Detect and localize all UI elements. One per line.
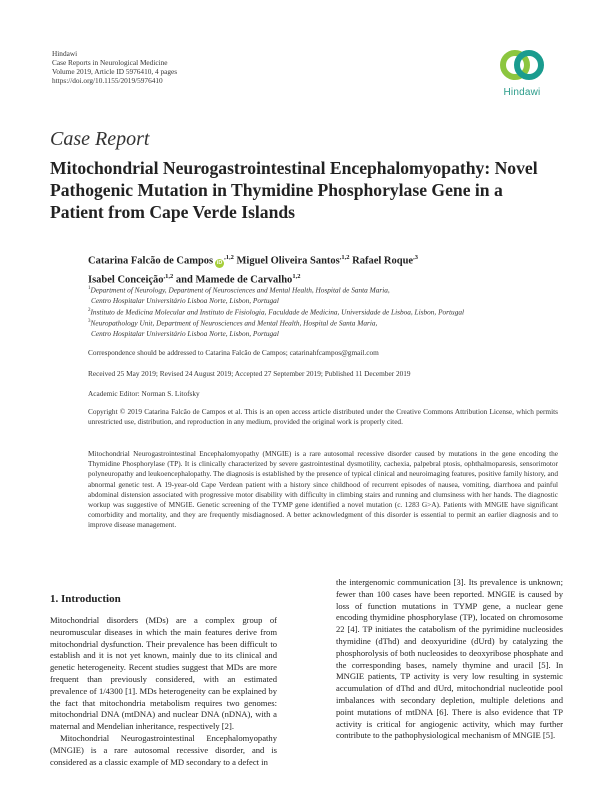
author-name[interactable]: Catarina Falcão de Campos — [88, 255, 214, 267]
affiliation-item: $^2$Instituto de Medicina Molecular and Instituto de Fisiologia, Faculdade de Medicina, Universidade de Lisboa, Lisbon, Portugal — [88, 307, 465, 317]
affiliation-item-cont: Centro Hospitalar Universitário Lisboa Norte, Lisbon, Portugal — [91, 329, 279, 339]
journal-meta — [52, 49, 177, 85]
intro-paragraph: Mitochondrial disorders (MDs) are a complex group of neuromuscular diseases in which the main features derive from mitochondrial dysfunction. Their prevalence has been difficult to establish and it is not yet known, mainly due to its clinical and genetic heterogeneity. Recent studies suggest that MDs are more frequent than previously considered, with an estimated prevalence of 1/4300 [1]. MDs heterogeneity can be explained by the fact that mitochondria metabolism requires two genomes: mitochondrial DNA (mtDNA) and nuclear DNA (nDNA), with a maternal and Mendelian inheritance, respectively [2]. — [50, 615, 277, 732]
author-affil: 1,2 — [341, 254, 350, 261]
affiliation-item-cont: Centro Hospitalar Universitário Lisboa Norte, Lisbon, Portugal — [91, 295, 279, 305]
journal-publisher: Hindawi — [52, 49, 78, 58]
journal-doi[interactable]: https://doi.org/10.1155/2019/5976410 — [52, 76, 163, 85]
affiliation-item: $^3$Neuropathology Unit, Department of Neurosciences and Mental Health, Hospital de Santa Maria, — [88, 318, 378, 328]
author-affil: 1,2 — [165, 272, 174, 280]
author-affil: 1,2 — [225, 254, 234, 261]
author-name[interactable]: Miguel Oliveira Santos — [236, 255, 340, 267]
author-affil: 1,2 — [292, 272, 301, 280]
article-title: Mitochondrial Neurogastrointestinal Encephalomyopathy: Novel Pathogenic Mutation in Thymidine Phosphorylase Gene in a Patient from Cape Verde Islands — [50, 158, 538, 222]
author-separator: and — [175, 274, 193, 285]
author-list: Catarina Falcão de Campos $iD^{,1,2}$ Miguel Oliveira Santos$^{,1,2}$ Rafael Roque$^{,3}$ Isabel Conceição$^{,1,2}$ and Mamede de Carvalho$^{1,2}$ — [88, 254, 418, 285]
abstract: Mitochondrial Neurogastrointestinal Encephalomyopathy (MNGIE) is a rare autosomal recessive disorder caused by mutations in the gene encoding the Thymidine Phosphorylase (TP). It is clinically characterized by severe gastrointestinal dysmotility, cachexia, palpebral ptosis, ophthalmoparesis, sensorimotor polyneuropathy and leukoencephalopathy. The diagnosis is established by the presence of typical clinical and neuroimaging features, positive family history, and abnormal genetic test. A 19-year-old Cape Verdean patient with a history since childhood of recurrent episodes of nausea, vomiting, diarrhoea and painful abdominal distension associated with progressive motor disability with difficulty in climbing stairs and running and clumsiness with her hands. The diagnostic workup was suggestive of MNGIE. Genetic screening of the TYMP gene identified a novel mutation (c. 1283 G>A). Patients with MNGIE have significant comorbidity and mortality, and they are frequently misdiagnosed. A better acknowledgment of this disorder is essential to permit an earlier diagnosis and to improve disease management. — [88, 449, 558, 530]
author-name[interactable]: Mamede de Carvalho — [195, 274, 293, 285]
publication-dates: Received 25 May 2019; Revised 24 August 2019; Accepted 27 September 2019; Published 11 December 2019 — [88, 369, 411, 378]
orcid-icon[interactable]: iD — [216, 259, 223, 266]
intro-column-left — [50, 578, 277, 768]
copyright-notice: Copyright © 2019 Catarina Falcão de Campos et al. This is an open access article distributed under the Creative Commons Attribution License, which permits unrestricted use, distribution, and reproduction in any medium, provided the original work is properly cited. — [88, 407, 558, 427]
journal-name: Case Reports in Neurological Medicine — [52, 58, 168, 67]
author-name[interactable]: Isabel Conceição — [88, 274, 164, 285]
author-name[interactable]: Rafael Roque — [352, 255, 414, 267]
author-affil: 3 — [414, 254, 418, 261]
logo-text: Hindawi — [503, 87, 541, 98]
hindawi-logo-icon — [496, 46, 548, 86]
intro-paragraph: Mitochondrial Neurogastrointestinal Encephalomyopathy (MNGIE) is a rare autosomal recessive disorder, and is considered as a classic example of MD secondary to a defect in — [50, 732, 277, 767]
intro-column-right — [336, 577, 563, 742]
article-type: Case Report — [50, 128, 150, 150]
intro-paragraph: the intergenomic communication [3]. Its prevalence is unknown; fewer than 100 cases have been reported. MNGIE is caused by loss of function mutations in TYMP gene, a nuclear gene encoding thymidine phosphorylase (TP), located on chromosome 22 [4]. TP initiates the catabolism of the pyrimidine nucleosides thymidine (dThd) and deoxyuridine (dUrd) by catalyzing the phosphorolysis of both nucleosides to deoxyribose phosphate and the corresponding bases, namely thymine and uracil [5]. In MNGIE patients, TP activity is very low resulting in systemic accumulation of dThd and dUrd, mitochondrial nucleotide pool imbalances with secondary depletion, multiple deletions and point mutations of mtDNA [6]. There is also evidence that TP activity is critical for angiogenic activity, which may further contribute to the pathophysiological mechanism of MNGIE [5]. — [336, 577, 563, 741]
hindawi-logo[interactable] — [496, 46, 548, 106]
affiliation-item: $^1$Department of Neurology, Department of Neurosciences and Mental Health, Hospital de Santa Maria, — [88, 285, 390, 295]
affiliations — [88, 284, 558, 339]
correspondence: Correspondence should be addressed to Catarina Falcão de Campos; catarinahfcampos@gmail.com — [88, 348, 379, 357]
section-heading: 1. Introduction — [50, 593, 121, 605]
journal-volume: Volume 2019, Article ID 5976410, 4 pages — [52, 67, 178, 76]
academic-editor: Academic Editor: Norman S. Litofsky — [88, 389, 200, 398]
